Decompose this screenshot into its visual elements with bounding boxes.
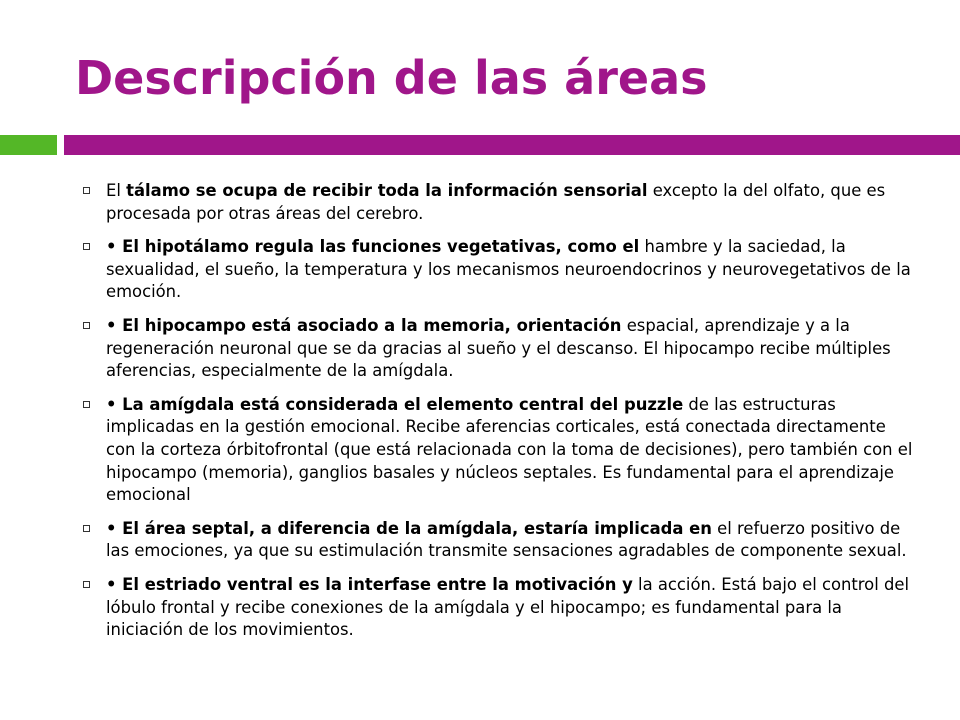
square-bullet-icon [83, 243, 90, 250]
bullet-text-bold: • El hipotálamo regula las funciones vegetativas, como el [106, 237, 640, 257]
square-bullet-icon [83, 525, 90, 532]
bullet-text: el refuerzo positivo de las emociones, ya que su estimulación transmite sensaciones agradables de componente sexual. [106, 518, 907, 561]
bullet-text: excepto la del olfato, que es procesada por otras áreas del cerebro. [106, 181, 886, 223]
bullet-text-bold: • El área septal, a diferencia de la amígdala, estaría implicada en [106, 518, 712, 538]
bullet-item-talamo [70, 180, 920, 225]
bullet-item-hipotalamo [70, 236, 920, 304]
bullet-text: de las estructuras implicadas en la gestión emocional. Recibe aferencias corticales, está conectada directamente con la corteza órbitofrontal (que está relacionada con la toma de decisiones), pero también con el hipocampo (memoria), ganglios basales y núcleos septales. Es fundamental para el aprendizaje emocional [106, 394, 913, 505]
square-bullet-icon [83, 581, 90, 588]
bullet-text: El [106, 181, 127, 200]
bullet-item-area-septal [70, 518, 920, 563]
bullet-item-estriado-ventral [70, 574, 920, 642]
bullet-text-bold: • El hipocampo está asociado a la memoria, orientación [106, 315, 622, 335]
accent-bar-green [0, 135, 57, 155]
bullet-text-bold: • El estriado ventral es la interfase entre la motivación y [106, 574, 633, 594]
square-bullet-icon [83, 322, 90, 329]
square-bullet-icon [83, 187, 90, 194]
bullet-text-bold: • La amígdala está considerada el elemento central del puzzle [106, 394, 684, 414]
bullet-text: la acción. Está bajo el control del lóbulo frontal y recibe conexiones de la amígdala y el hipocampo; es fundamental para la iniciación de los movimientos. [106, 574, 910, 640]
bullet-text: hambre y la saciedad, la sexualidad, el sueño, la temperatura y los mecanismos neuroendocrinos y neurovegetativos de la emoción. [106, 237, 911, 302]
bullet-text-bold: tálamo se ocupa de recibir toda la información sensorial [126, 181, 648, 200]
slide-title: Descripción de las áreas [75, 51, 708, 105]
square-bullet-icon [83, 401, 90, 408]
bullet-text: espacial, aprendizaje y a la regeneración neuronal que se da gracias al sueño y el descanso. El hipocampo recibe múltiples aferencias, especialmente de la amígdala. [106, 315, 891, 381]
bullet-item-hipocampo [70, 315, 920, 383]
bullet-list [70, 180, 920, 653]
accent-bar-purple [64, 135, 960, 155]
bullet-item-amigdala [70, 394, 920, 507]
